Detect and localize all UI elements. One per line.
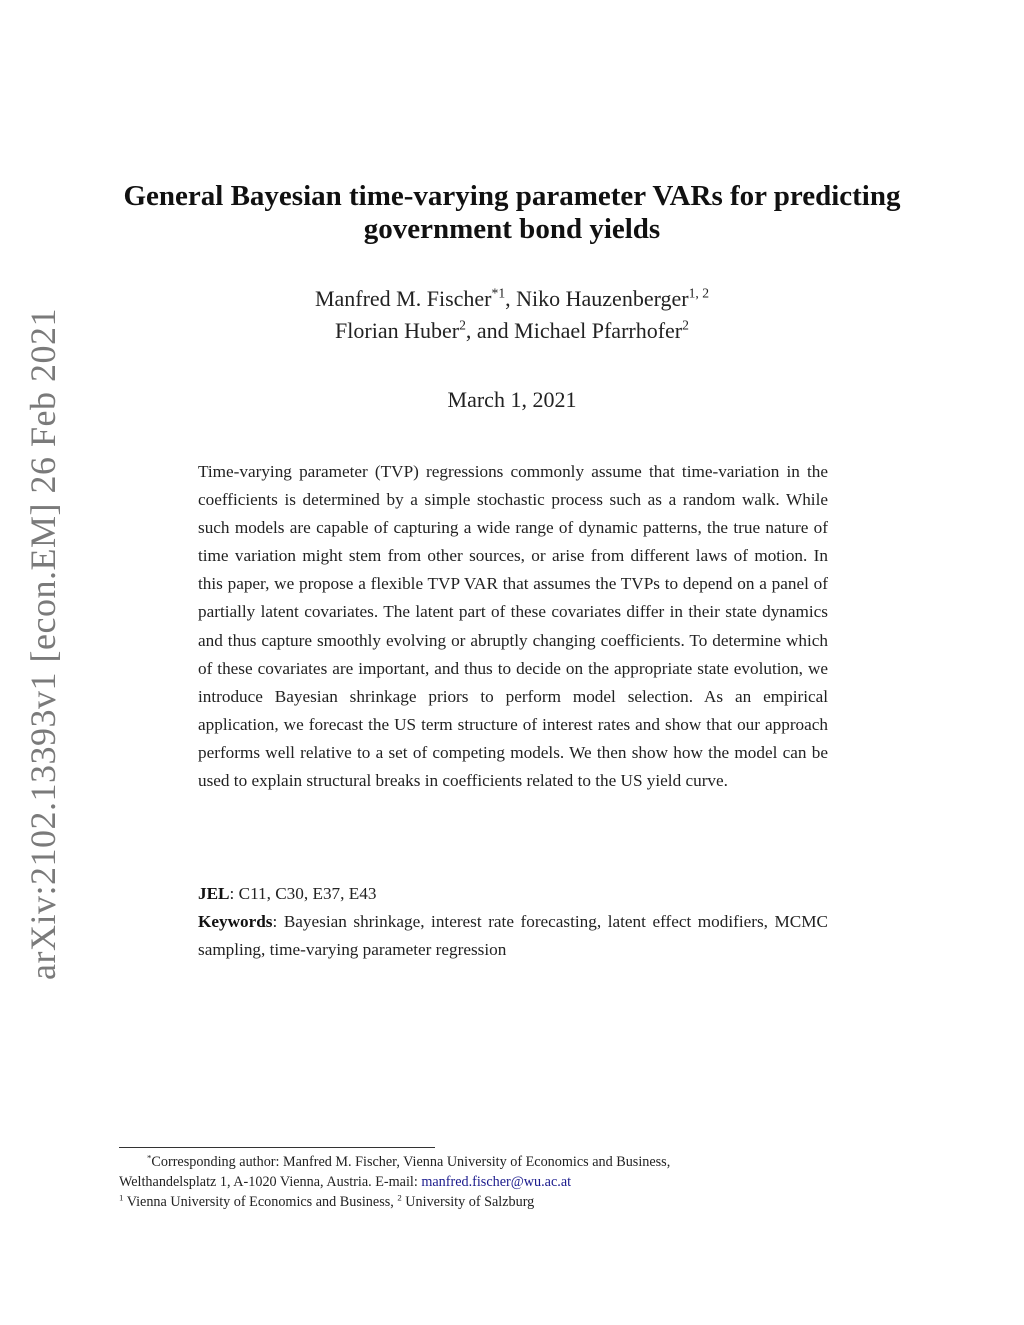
author-affiliation-mark: *1 bbox=[491, 285, 506, 301]
corresponding-author-address bbox=[119, 1172, 839, 1192]
footnote-mark: 2 bbox=[397, 1192, 402, 1203]
affiliation-text: Vienna University of Economics and Business, bbox=[123, 1194, 398, 1210]
author-name: Michael Pfarrhofer bbox=[514, 318, 683, 343]
paper-title: General Bayesian time-varying parameter VARs for predicting government bond yields bbox=[123, 180, 901, 245]
address-text: Welthandelsplatz 1, A-1020 Vienna, Austria. E-mail: bbox=[119, 1174, 422, 1190]
author-affiliation-mark: 2 bbox=[682, 317, 689, 333]
publication-date: March 1, 2021 bbox=[447, 387, 577, 412]
corresponding-author-footnote bbox=[119, 1152, 839, 1172]
footnote-mark: * bbox=[147, 1152, 152, 1163]
footnotes bbox=[119, 1152, 839, 1212]
abstract: Time-varying parameter (TVP) regressions commonly assume that time-variation in the coefficients is determined by a simple stochastic process such as a random walk. While such models are capable of capturing a wide range of dynamic patterns, the true nature of time variation might stem from other sources, or arise from different laws of motion. In this paper, we propose a flexible TVP VAR that assumes the TVPs to depend on a panel of partially latent covariates. The latent part of these covariates differ in their state dynamics and thus capture smoothly evolving or abruptly changing coefficients. To determine which of these covariates are important, and thus to decide on the appropriate state evolution, we introduce Bayesian shrinkage priors to perform model selection. As an empirical application, we forecast the US term structure of interest rates and show that our approach performs well relative to a set of competing models. We then show how the model can be used to explain structural breaks in coefficients related to the US yield curve. bbox=[198, 462, 828, 791]
keywords: Keywords: Bayesian shrinkage, interest rate forecasting, latent effect modifiers, MCMC sampling, time-varying parameter regression bbox=[198, 912, 829, 959]
author-list bbox=[112, 283, 912, 347]
affiliation-text: University of Salzburg bbox=[401, 1194, 535, 1210]
jel-codes: JEL: C11, C30, E37, E43 bbox=[198, 884, 377, 903]
email-link[interactable]: manfred.fischer@wu.ac.at bbox=[421, 1174, 572, 1190]
author-name: Manfred M. Fischer bbox=[314, 286, 492, 311]
footnote-mark: 1 bbox=[119, 1192, 124, 1203]
jel-code-list: C11, C30, E37, E43 bbox=[238, 884, 377, 903]
keywords-label: Keywords bbox=[198, 912, 273, 931]
footnote-rule bbox=[119, 1147, 435, 1148]
affiliations-footnote bbox=[119, 1192, 839, 1212]
arxiv-identifier: arXiv:2102.13393v1 [econ.EM] 26 Feb 2021 bbox=[23, 308, 63, 980]
author-affiliation-mark: 2 bbox=[459, 317, 466, 333]
author-separator: , bbox=[505, 286, 517, 311]
corresponding-author-text: Corresponding author: Manfred M. Fischer, Vienna University of Economics and Business, bbox=[151, 1154, 671, 1170]
author-separator: , and bbox=[465, 318, 515, 343]
author-name: Niko Hauzenberger bbox=[516, 286, 689, 311]
keywords-text: Bayesian shrinkage, interest rate forecasting, latent effect modifiers, MCMC sampling, time-varying parameter regression bbox=[198, 912, 829, 959]
author-name: Florian Huber bbox=[335, 318, 460, 343]
jel-label: JEL bbox=[198, 884, 230, 903]
author-affiliation-mark: 1, 2 bbox=[688, 285, 710, 301]
